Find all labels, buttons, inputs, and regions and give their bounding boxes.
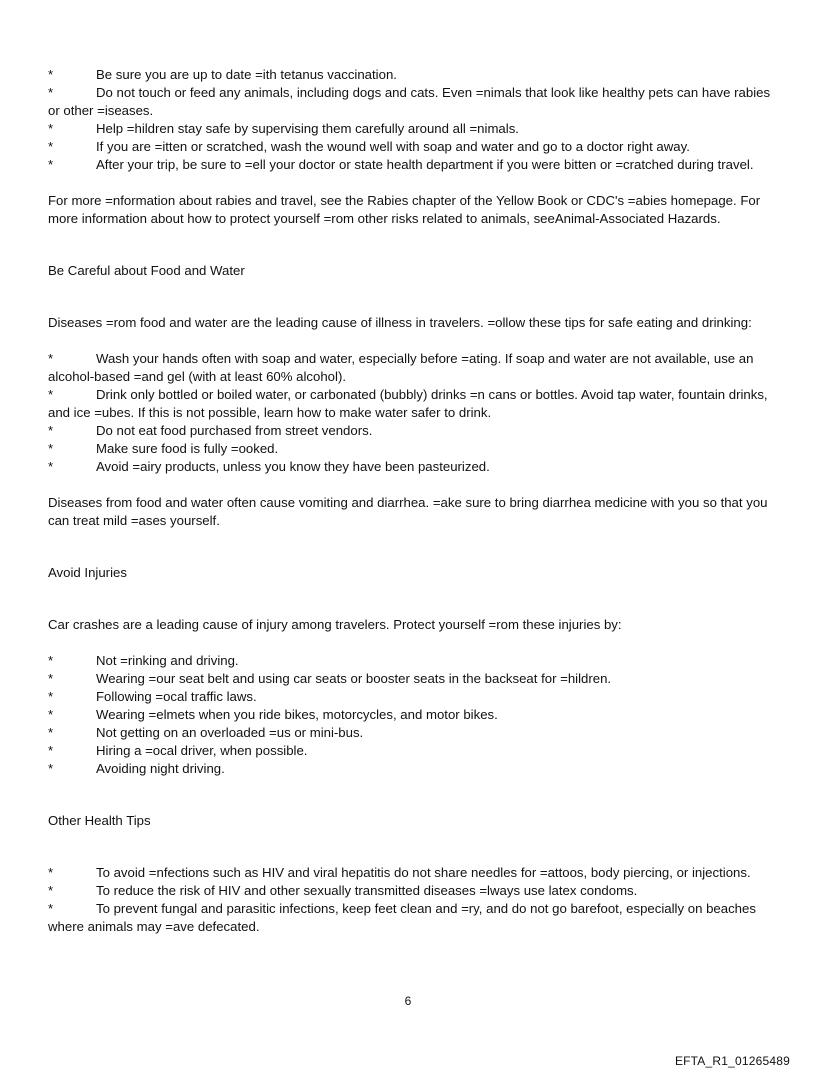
food-intro-paragraph: Diseases =rom food and water are the leading cause of illness in travelers. =ollow these tips for safe eating and drinking: <box>48 315 752 330</box>
list-item: * If you are =itten or scratched, wash the wound well with soap and water and go to a doctor right away. <box>48 139 690 154</box>
list-item: * Do not touch or feed any animals, including dogs and cats. Even =nimals that look like healthy pets can have rabies or other =iseases. <box>48 85 771 118</box>
page-number: 6 <box>404 994 412 1008</box>
list-item: * Hiring a =ocal driver, when possible. <box>48 743 308 758</box>
list-item: * Avoid =airy products, unless you know they have been pasteurized. <box>48 459 490 474</box>
section-heading-injuries: Avoid Injuries <box>48 565 127 580</box>
list-item: * Wash your hands often with soap and water, especially before =ating. If soap and water are not available, use an alcohol-based =and gel (with at least 60% alcohol). <box>48 351 754 384</box>
document-body <box>48 66 776 936</box>
list-item: * Be sure you are up to date =ith tetanus vaccination. <box>48 67 397 82</box>
list-item: * Avoiding night driving. <box>48 761 225 776</box>
rabies-tips-list <box>48 66 776 174</box>
injuries-intro-paragraph: Car crashes are a leading cause of injury among travelers. Protect yourself =rom these injuries by: <box>48 617 622 632</box>
list-item: * To prevent fungal and parasitic infections, keep feet clean and =ry, and do not go barefoot, especially on beaches where animals may =ave defecated. <box>48 901 756 934</box>
injury-tips-list <box>48 652 776 778</box>
list-item: * To reduce the risk of HIV and other sexually transmitted diseases =lways use latex condoms. <box>48 883 638 898</box>
list-item: * Drink only bottled or boiled water, or carbonated (bubbly) drinks =n cans or bottles. Avoid tap water, fountain drinks, and ice =ubes. If this is not possible, learn how to make water safer to drink. <box>48 387 768 420</box>
document-id-stamp: EFTA_R1_01265489 <box>674 1054 790 1068</box>
other-tips-list <box>48 864 776 936</box>
list-item: * Do not eat food purchased from street vendors. <box>48 423 373 438</box>
list-item: * After your trip, be sure to =ell your doctor or state health department if you were bitten or =cratched during travel. <box>48 157 754 172</box>
list-item: * Make sure food is fully =ooked. <box>48 441 279 456</box>
list-item: * Wearing =elmets when you ride bikes, motorcycles, and motor bikes. <box>48 707 498 722</box>
list-item: * To avoid =nfections such as HIV and viral hepatitis do not share needles for =attoos, body piercing, or injections. <box>48 865 751 880</box>
section-heading-food-water: Be Careful about Food and Water <box>48 263 245 278</box>
food-tips-list <box>48 350 776 476</box>
list-item: * Not getting on an overloaded =us or mini-bus. <box>48 725 364 740</box>
list-item: * Following =ocal traffic laws. <box>48 689 257 704</box>
list-item: * Help =hildren stay safe by supervising them carefully around all =nimals. <box>48 121 519 136</box>
section-heading-other-tips: Other Health Tips <box>48 813 151 828</box>
rabies-info-paragraph: For more =nformation about rabies and travel, see the Rabies chapter of the Yellow Book or CDC's =abies homepage. For more information about how to protect yourself =rom other risks related to animals, seeAnimal-Associated Hazards. <box>48 193 761 226</box>
list-item: * Not =rinking and driving. <box>48 653 239 668</box>
list-item: * Wearing =our seat belt and using car seats or booster seats in the backseat for =hildren. <box>48 671 612 686</box>
food-outro-paragraph: Diseases from food and water often cause vomiting and diarrhea. =ake sure to bring diarrhea medicine with you so that you can treat mild =ases yourself. <box>48 495 768 528</box>
